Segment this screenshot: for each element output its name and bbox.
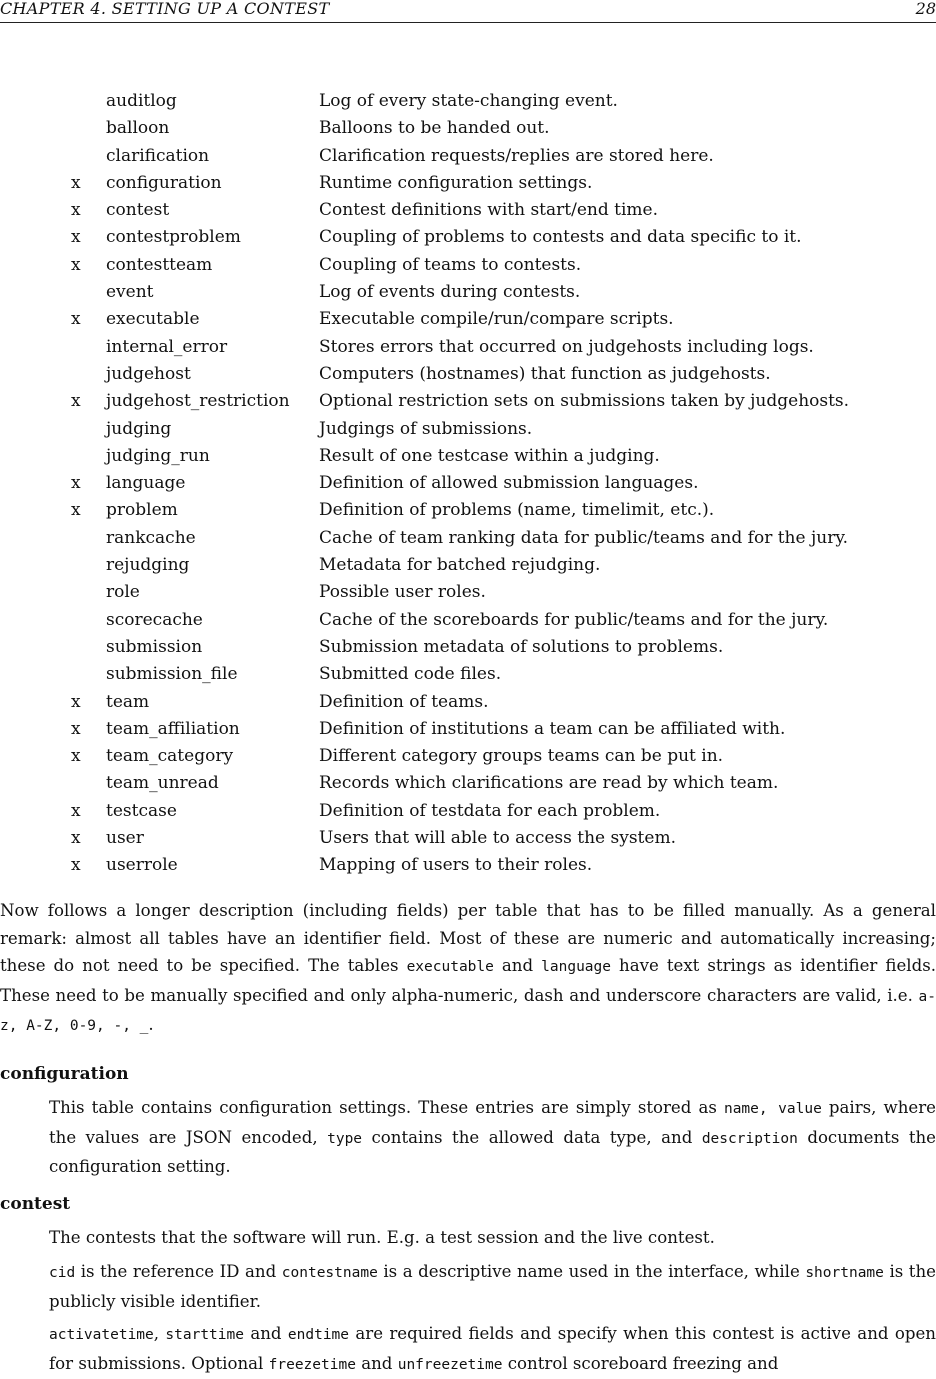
table-row xyxy=(0,115,936,142)
contest-paragraph-2: cid is the reference ID and contestname is a descriptive name used in the interface, while shortname is the publicly visible identifier. xyxy=(49,1262,936,1311)
table-row xyxy=(0,279,936,306)
table-name: submission_file xyxy=(106,664,238,685)
table-row xyxy=(0,388,936,415)
section-heading-contest: contest xyxy=(0,1194,71,1214)
table-name: balloon xyxy=(106,118,170,139)
manual-fill-mark: x xyxy=(71,691,81,712)
table-name: rankcache xyxy=(106,527,196,548)
table-description: Coupling of teams to contests. xyxy=(319,254,582,275)
table-description: Definition of teams. xyxy=(319,691,489,712)
table-description: Result of one testcase within a judging. xyxy=(319,445,660,466)
table-row xyxy=(0,170,936,197)
manual-fill-mark: x xyxy=(71,746,81,767)
table-row xyxy=(0,716,936,743)
manual-fill-mark: x xyxy=(71,718,81,739)
table-description: Submitted code files. xyxy=(319,664,502,685)
page-number: 28 xyxy=(915,0,936,18)
code-valid-chars: a-z, A-Z, 0-9, -, _ xyxy=(0,988,936,1034)
table-name: judgehost xyxy=(106,363,191,384)
table-description: Executable compile/run/compare scripts. xyxy=(319,309,674,330)
table-row xyxy=(0,470,936,497)
manual-fill-mark: x xyxy=(71,309,81,330)
database-table-list xyxy=(0,88,936,880)
table-description: Clarification requests/replies are stored here. xyxy=(319,145,714,166)
table-name: testcase xyxy=(106,800,177,821)
manual-fill-mark: x xyxy=(71,391,81,412)
table-name: judging xyxy=(106,418,172,439)
table-row xyxy=(0,306,936,333)
table-description: Definition of testdata for each problem. xyxy=(319,800,661,821)
table-description: Balloons to be handed out. xyxy=(319,118,550,139)
table-description: Cache of team ranking data for public/teams and for the jury. xyxy=(319,527,849,548)
section-heading-configuration: configuration xyxy=(0,1064,129,1084)
table-row xyxy=(0,770,936,797)
table-description: Records which clarifications are read by which team. xyxy=(319,773,779,794)
chapter-title: CHAPTER 4. SETTING UP A CONTEST xyxy=(0,0,330,18)
manual-fill-mark: x xyxy=(71,200,81,221)
table-name: configuration xyxy=(106,172,222,193)
table-name: language xyxy=(106,473,186,494)
contest-paragraph-1: The contests that the software will run. E.g. a test session and the live contest. xyxy=(49,1228,715,1247)
manual-fill-mark: x xyxy=(71,254,81,275)
code-executable: executable xyxy=(406,959,494,975)
table-row xyxy=(0,525,936,552)
table-row xyxy=(0,798,936,825)
table-row xyxy=(0,661,936,688)
table-description: Coupling of problems to contests and data specific to it. xyxy=(319,227,802,248)
manual-fill-mark: x xyxy=(71,800,81,821)
table-row xyxy=(0,852,936,879)
manual-fill-mark: x xyxy=(71,172,81,193)
table-row xyxy=(0,552,936,579)
table-name: event xyxy=(106,282,154,303)
table-description: Stores errors that occurred on judgehosts including logs. xyxy=(319,336,814,357)
table-row xyxy=(0,634,936,661)
table-row xyxy=(0,689,936,716)
table-name: clarification xyxy=(106,145,210,166)
manual-fill-mark: x xyxy=(71,828,81,849)
table-row xyxy=(0,143,936,170)
manual-fill-mark: x xyxy=(71,473,81,494)
table-name: internal_error xyxy=(106,336,228,357)
manual-fill-mark: x xyxy=(71,500,81,521)
table-name: role xyxy=(106,582,140,603)
table-name: submission xyxy=(106,636,203,657)
page-header xyxy=(0,0,936,23)
table-name: scorecache xyxy=(106,609,203,630)
table-row xyxy=(0,88,936,115)
table-name: judging_run xyxy=(106,445,210,466)
table-row xyxy=(0,579,936,606)
table-name: team_category xyxy=(106,746,234,767)
table-name: team_unread xyxy=(106,773,219,794)
table-description: Computers (hostnames) that function as judgehosts. xyxy=(319,363,771,384)
table-row xyxy=(0,416,936,443)
table-name: contestproblem xyxy=(106,227,241,248)
table-description: Contest definitions with start/end time. xyxy=(319,200,658,221)
table-name: contestteam xyxy=(106,254,213,275)
table-description: Users that will able to access the system. xyxy=(319,828,676,849)
table-description: Possible user roles. xyxy=(319,582,486,603)
manual-fill-mark: x xyxy=(71,227,81,248)
table-name: rejudging xyxy=(106,555,190,576)
table-name: auditlog xyxy=(106,91,177,111)
table-row xyxy=(0,443,936,470)
table-description: Metadata for batched rejudging. xyxy=(319,555,601,576)
table-row xyxy=(0,361,936,388)
table-description: Definition of institutions a team can be affiliated with. xyxy=(319,718,786,739)
table-name: userrole xyxy=(106,855,178,876)
table-row xyxy=(0,334,936,361)
table-name: executable xyxy=(106,309,200,330)
table-description: Log of every state-changing event. xyxy=(319,91,618,111)
intro-paragraph: Now follows a longer description (including fields) per table that has to be filled manually. As a general remark: almost all tables have an identifier field. Most of these are numeric and automatically increasing; these do not need to be specified. The tables executable and language have text strings as identifier fields. These need to be manually specified and only alpha-numeric, dash and underscore characters are valid, i.e. a-z, A-Z, 0-9, -, _. xyxy=(0,901,936,1034)
table-row xyxy=(0,825,936,852)
table-row xyxy=(0,197,936,224)
table-description: Cache of the scoreboards for public/teams and for the jury. xyxy=(319,609,829,630)
table-row xyxy=(0,743,936,770)
table-name: team xyxy=(106,691,150,712)
table-name: judgehost_restriction xyxy=(106,391,290,412)
code-language: language xyxy=(541,959,611,975)
table-description: Submission metadata of solutions to problems. xyxy=(319,636,724,657)
contest-paragraph-3: activatetime, starttime and endtime are required fields and specify when this contest is active and open for submissions. Optional freezetime and unfreezetime control scoreboard freezing and xyxy=(49,1324,936,1373)
table-description: Mapping of users to their roles. xyxy=(319,855,593,876)
manual-fill-mark: x xyxy=(71,855,81,876)
table-name: user xyxy=(106,828,144,849)
table-name: problem xyxy=(106,500,178,521)
table-name: contest xyxy=(106,200,170,221)
table-description: Definition of allowed submission languages. xyxy=(319,473,699,494)
table-row xyxy=(0,224,936,251)
table-name: team_affiliation xyxy=(106,718,240,739)
configuration-paragraph: This table contains configuration settings. These entries are simply stored as name, value pairs, where the values are JSON encoded, type contains the allowed data type, and description documents the configuration setting. xyxy=(49,1098,936,1176)
table-description: Optional restriction sets on submissions taken by judgehosts. xyxy=(319,391,850,412)
table-row xyxy=(0,607,936,634)
table-row xyxy=(0,252,936,279)
table-description: Log of events during contests. xyxy=(319,282,581,303)
table-description: Judgings of submissions. xyxy=(319,418,533,439)
table-description: Different category groups teams can be put in. xyxy=(319,746,724,767)
table-row xyxy=(0,497,936,524)
table-description: Runtime configuration settings. xyxy=(319,172,593,193)
table-description: Definition of problems (name, timelimit, etc.). xyxy=(319,500,715,521)
